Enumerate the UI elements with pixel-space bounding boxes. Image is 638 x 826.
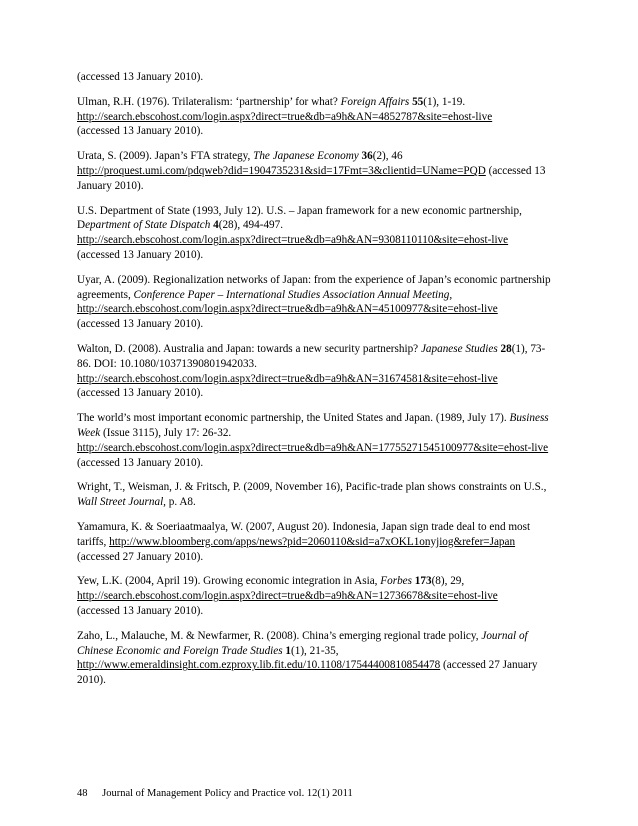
reference-link[interactable]: http://www.emeraldinsight.com.ezproxy.lib.fit.edu/10.1108/17544400810854478 bbox=[77, 659, 441, 672]
reference-text: (accessed 13 January 2010). bbox=[77, 456, 204, 469]
reference-italic-text: epartment of State Dispatch bbox=[85, 219, 211, 232]
reference-text: Ulman, R.H. (1976). Trilateralism: ‘partnership’ for what? bbox=[77, 95, 341, 108]
reference-line bbox=[77, 372, 565, 387]
reference-list bbox=[77, 70, 565, 698]
reference-line bbox=[77, 673, 565, 688]
reference-line bbox=[77, 658, 565, 673]
reference-entry bbox=[77, 342, 565, 401]
reference-text: (accessed 27 January bbox=[440, 659, 538, 672]
reference-volume: 1 bbox=[285, 644, 291, 657]
reference-link[interactable]: http://search.ebscohost.com/login.aspx?direct=true&db=a9h&AN=4852787&site=ehost-live bbox=[77, 110, 493, 123]
reference-line bbox=[77, 233, 565, 248]
reference-line bbox=[77, 317, 565, 332]
reference-line bbox=[77, 411, 565, 426]
reference-text: agreements, bbox=[77, 288, 134, 301]
reference-line bbox=[77, 520, 565, 535]
reference-text: Zaho, L., Malauche, M. & Newfarmer, R. (2008). China’s emerging regional trade policy, bbox=[77, 629, 482, 642]
reference-text: (2), 46 bbox=[372, 150, 403, 163]
reference-volume: 36 bbox=[361, 150, 373, 163]
reference-line bbox=[77, 604, 565, 619]
reference-line bbox=[77, 342, 565, 357]
reference-line bbox=[77, 357, 565, 372]
reference-line bbox=[77, 110, 565, 125]
reference-link[interactable]: http://search.ebscohost.com/login.aspx?direct=true&db=a9h&AN=31674581&site=ehost-live bbox=[77, 372, 498, 385]
reference-text: 2010). bbox=[77, 674, 106, 687]
reference-text: Walton, D. (2008). Australia and Japan: towards a new security partnership? bbox=[77, 342, 421, 355]
reference-entry bbox=[77, 520, 565, 564]
reference-link[interactable]: http://search.ebscohost.com/login.aspx?direct=true&db=a9h&AN=9308110110&site=ehost-live bbox=[77, 234, 509, 247]
reference-volume: 4 bbox=[213, 219, 219, 232]
reference-line bbox=[77, 288, 565, 303]
reference-text: Urata, S. (2009). Japan’s FTA strategy, bbox=[77, 150, 254, 163]
reference-line bbox=[77, 589, 565, 604]
reference-line bbox=[77, 456, 565, 471]
reference-text: (accessed 13 January 2010). bbox=[77, 387, 204, 400]
reference-text: (accessed 13 bbox=[485, 164, 546, 177]
reference-line bbox=[77, 495, 565, 510]
reference-volume: 28 bbox=[500, 342, 512, 355]
reference-italic-text: Forbes bbox=[380, 575, 412, 588]
reference-italic-text: Conference Paper – International Studies Association Annual Meeting, bbox=[133, 288, 453, 301]
reference-volume: 173 bbox=[414, 575, 432, 588]
reference-text: (accessed 13 January 2010). bbox=[77, 125, 204, 138]
reference-line bbox=[77, 386, 565, 401]
reference-entry bbox=[77, 204, 565, 263]
reference-line bbox=[77, 204, 565, 219]
reference-line bbox=[77, 302, 565, 317]
reference-text: p. A8. bbox=[165, 496, 196, 509]
reference-line bbox=[77, 124, 565, 139]
reference-text: (1), 1-19. bbox=[423, 95, 466, 108]
reference-link[interactable]: http://search.ebscohost.com/login.aspx?direct=true&db=a9h&AN=45100977&site=ehost-live bbox=[77, 303, 498, 316]
reference-italic-text: Wall Street Journal, bbox=[77, 496, 166, 509]
reference-entry bbox=[77, 149, 565, 193]
reference-line bbox=[77, 248, 565, 263]
reference-entry bbox=[77, 70, 565, 85]
reference-line bbox=[77, 550, 565, 565]
reference-text: (28), 494-497. bbox=[218, 219, 284, 232]
reference-entry bbox=[77, 95, 565, 139]
reference-entry bbox=[77, 629, 565, 688]
reference-text: Yew, L.K. (2004, April 19). Growing economic integration in Asia, bbox=[77, 575, 381, 588]
reference-line bbox=[77, 535, 565, 550]
reference-line bbox=[77, 218, 565, 233]
reference-link[interactable]: http://search.ebscohost.com/login.aspx?direct=true&db=a9h&AN=17755271545100977&site=ehost-live bbox=[77, 441, 549, 454]
reference-text: Uyar, A. (2009). Regionalization networks of Japan: from the experience of Japan’s economic partnership bbox=[77, 273, 551, 286]
reference-line bbox=[77, 164, 565, 179]
reference-entry bbox=[77, 411, 565, 470]
reference-text: (1), 73- bbox=[511, 342, 546, 355]
reference-italic-text: Foreign Affairs bbox=[340, 95, 410, 108]
reference-line bbox=[77, 179, 565, 194]
reference-text: (accessed 27 January 2010). bbox=[77, 550, 204, 563]
page-footer bbox=[77, 787, 353, 800]
journal-citation: Journal of Management Policy and Practice vol. 12(1) 2011 bbox=[102, 788, 353, 799]
reference-text: The world’s most important economic partnership, the United States and Japan. (1989, July 17). bbox=[77, 412, 510, 425]
reference-text: U.S. Department of State (1993, July 12). U.S. – Japan framework for a new economic partnership, bbox=[77, 204, 522, 217]
page-number: 48 bbox=[77, 788, 88, 799]
reference-italic-text: Week bbox=[77, 426, 101, 439]
reference-text: D bbox=[77, 219, 86, 232]
reference-line bbox=[77, 70, 565, 85]
reference-link[interactable]: http://search.ebscohost.com/login.aspx?direct=true&db=a9h&AN=12736678&site=ehost-live bbox=[77, 590, 498, 603]
reference-text: tariffs, bbox=[77, 535, 110, 548]
reference-text: (accessed 13 January 2010). bbox=[77, 71, 204, 83]
reference-text: (accessed 13 January 2010). bbox=[77, 604, 204, 617]
reference-link[interactable]: http://proquest.umi.com/pdqweb?did=1904735231&sid=17Fmt=3&clientid=UName=PQD bbox=[77, 164, 486, 177]
reference-line bbox=[77, 273, 565, 288]
reference-italic-text: The Japanese Economy bbox=[253, 150, 359, 163]
reference-line bbox=[77, 629, 565, 644]
reference-italic-text: Journal of bbox=[481, 629, 528, 642]
reference-text: (8), 29, bbox=[431, 575, 465, 588]
reference-text: (accessed 13 January 2010). bbox=[77, 318, 204, 331]
reference-entry bbox=[77, 480, 565, 510]
reference-line bbox=[77, 574, 565, 589]
reference-text: 86. DOI: 10.1080/10371390801942033. bbox=[77, 357, 257, 370]
reference-text: Yamamura, K. & Soeriaatmaalya, W. (2007, August 20). Indonesia, Japan sign trade deal to end most bbox=[77, 520, 531, 533]
reference-entry bbox=[77, 574, 565, 618]
reference-line bbox=[77, 441, 565, 456]
reference-text: (accessed 13 January 2010). bbox=[77, 248, 204, 261]
reference-line bbox=[77, 149, 565, 164]
reference-link[interactable]: http://www.bloomberg.com/apps/news?pid=2060110&sid=a7xOKL1onyjiog&refer=Japan bbox=[109, 535, 516, 548]
reference-volume: 55 bbox=[412, 95, 424, 108]
reference-line bbox=[77, 426, 565, 441]
reference-text: January 2010). bbox=[77, 179, 144, 192]
reference-line bbox=[77, 480, 565, 495]
reference-line bbox=[77, 644, 565, 659]
reference-text: (1), 21-35, bbox=[291, 644, 339, 657]
reference-italic-text: Chinese Economic and Foreign Trade Studies bbox=[77, 644, 283, 657]
reference-italic-text: Japanese Studies bbox=[420, 342, 498, 355]
reference-entry bbox=[77, 273, 565, 332]
reference-text: (Issue 3115), July 17: 26-32. bbox=[100, 426, 232, 439]
reference-italic-text: Business bbox=[509, 412, 549, 425]
reference-line bbox=[77, 95, 565, 110]
reference-text: Wright, T., Weisman, J. & Fritsch, P. (2009, November 16), Pacific-trade plan shows constraints on U.S., bbox=[77, 481, 547, 494]
